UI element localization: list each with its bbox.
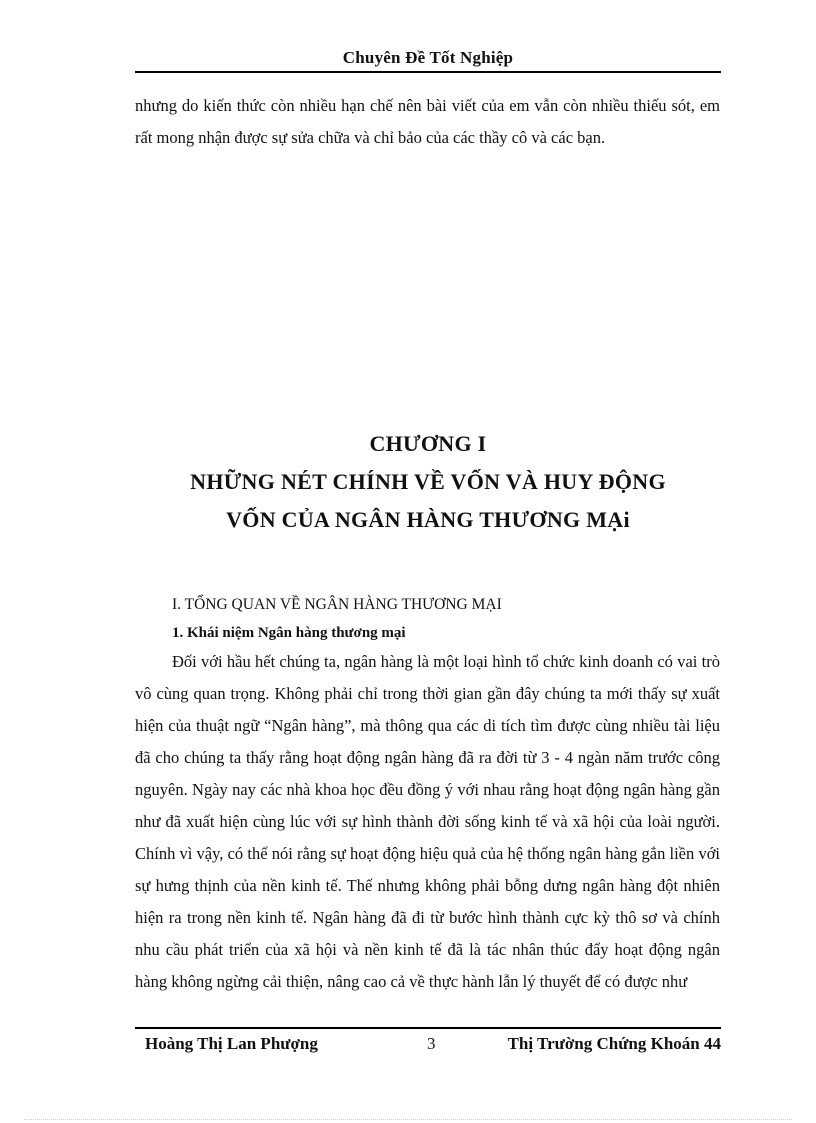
footer-page-number: 3 xyxy=(427,1034,436,1053)
section-subheading: 1. Khái niệm Ngân hàng thương mại xyxy=(172,625,406,641)
chapter-heading xyxy=(135,425,721,539)
chapter-title-line2: VỐN CỦA NGÂN HÀNG THƯƠNG MẠi xyxy=(226,507,630,532)
header-divider xyxy=(135,71,721,73)
footer-topic: Thị Trường Chứng Khoán 44 xyxy=(507,1034,721,1053)
main-paragraph: Đối với hầu hết chúng ta, ngân hàng là một loại hình tổ chức kinh doanh có vai trò vô cùng quan trọng. Không phải chỉ trong thời gian gần đây chúng ta mới thấy sự xuất hiện của thuật ngữ “Ngân hàng”, mà thông qua các di tích tìm được cùng nhiều tài liệu đã cho chúng ta thấy rằng hoạt động ngân hàng đã ra đời từ 3 - 4 ngàn năm trước công nguyên. Ngày nay các nhà khoa học đều đồng ý với nhau rằng hoạt động ngân hàng gần như đã xuất hiện cùng lúc với sự hình thành đời sống kinh tế và xã hội của loài người. Chính vì vậy, có thể nói rằng sự hoạt động hiệu quả của hệ thống ngân hàng gắn liền với sự hưng thịnh của nền kinh tế. Thế nhưng không phải bỗng dưng ngân hàng đột nhiên hiện ra trong nền kinh tế. Ngân hàng đã đi từ bước hình thành cực kỳ thô sơ và chính nhu cầu phát triển của xã hội và nền kinh tế đã là tác nhân thúc đẩy hoạt động ngân hàng không ngừng cải thiện, nâng cao cả về thực hành lẫn lý thuyết để có được như xyxy=(135,652,720,991)
chapter-number: CHƯƠNG I xyxy=(369,431,487,456)
footer-author: Hoàng Thị Lan Phượng xyxy=(145,1034,318,1053)
page-edge-border xyxy=(24,1119,792,1120)
section-heading: I. TỔNG QUAN VỀ NGÂN HÀNG THƯƠNG MẠI xyxy=(172,596,502,613)
chapter-title-line1: NHỮNG NÉT CHÍNH VỀ VỐN VÀ HUY ĐỘNG xyxy=(190,469,666,494)
footer-divider xyxy=(135,1027,721,1029)
header-title: Chuyên Đề Tốt Nghiệp xyxy=(342,48,514,67)
intro-paragraph: nhưng do kiến thức còn nhiều hạn chế nên bài viết của em vẫn còn nhiều thiếu sót, em rất mong nhận được sự sửa chữa và chỉ bảo của các thầy cô và các bạn. xyxy=(135,96,720,147)
